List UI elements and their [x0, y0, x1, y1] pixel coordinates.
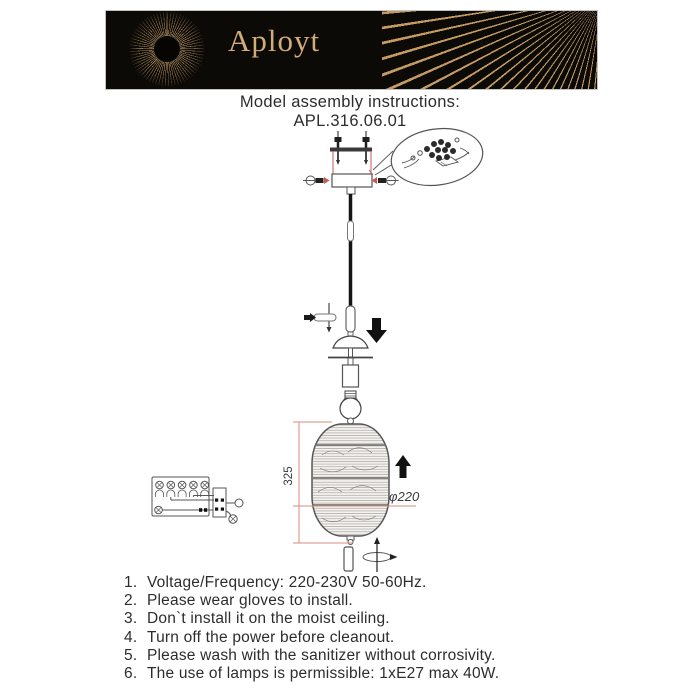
instruction-text: Don`t install it on the moist ceiling. — [147, 610, 390, 628]
pin-icon — [304, 303, 336, 333]
instruction-item — [124, 647, 589, 665]
suspension-cable — [348, 194, 354, 306]
wiring-diagram — [152, 477, 243, 523]
height-dimension-label: 325 — [283, 466, 295, 486]
instruction-number: 1. — [124, 574, 138, 591]
instruction-number: 6. — [124, 665, 138, 683]
diameter-dimension-label: φ220 — [389, 489, 420, 504]
instruction-item — [124, 629, 589, 647]
brand-name: Aployt — [228, 23, 321, 58]
up-arrow-icon — [395, 455, 411, 478]
instruction-number: 2. — [124, 592, 138, 610]
rotate-arrow-icon — [363, 537, 398, 572]
instruction-text: The use of lamps is permissible: 1xE27 max 40W. — [147, 665, 500, 683]
shade-holder-dome — [333, 336, 368, 348]
canopy — [332, 174, 372, 194]
bottom-finial — [344, 547, 353, 571]
instruction-text: Please wear gloves to install. — [147, 592, 353, 610]
instructions-list — [124, 574, 589, 683]
page-title: Model assembly instructions: — [239, 93, 461, 111]
washer-disc — [328, 348, 373, 365]
instruction-text: Turn off the power before cleanout. — [147, 628, 395, 646]
instruction-number: 3. — [124, 610, 138, 628]
light-bulb — [340, 391, 361, 419]
instruction-number: 5. — [124, 646, 138, 664]
lampshade — [310, 418, 390, 545]
instruction-text: Please wash with the sanitizer without corrosivity. — [147, 646, 496, 664]
instruction-item — [124, 574, 589, 592]
cord-grip — [346, 306, 355, 337]
socket-cup — [343, 365, 359, 387]
instruction-item — [124, 592, 589, 610]
mounting-bar — [330, 148, 372, 152]
instruction-number: 4. — [124, 628, 138, 646]
down-arrow-icon — [366, 318, 387, 343]
instruction-item — [124, 610, 589, 628]
model-number: APL.316.06.01 — [293, 112, 407, 130]
instruction-text: Voltage/Frequency: 220-230V 50-60Hz. — [147, 574, 427, 591]
instruction-item — [124, 665, 589, 683]
